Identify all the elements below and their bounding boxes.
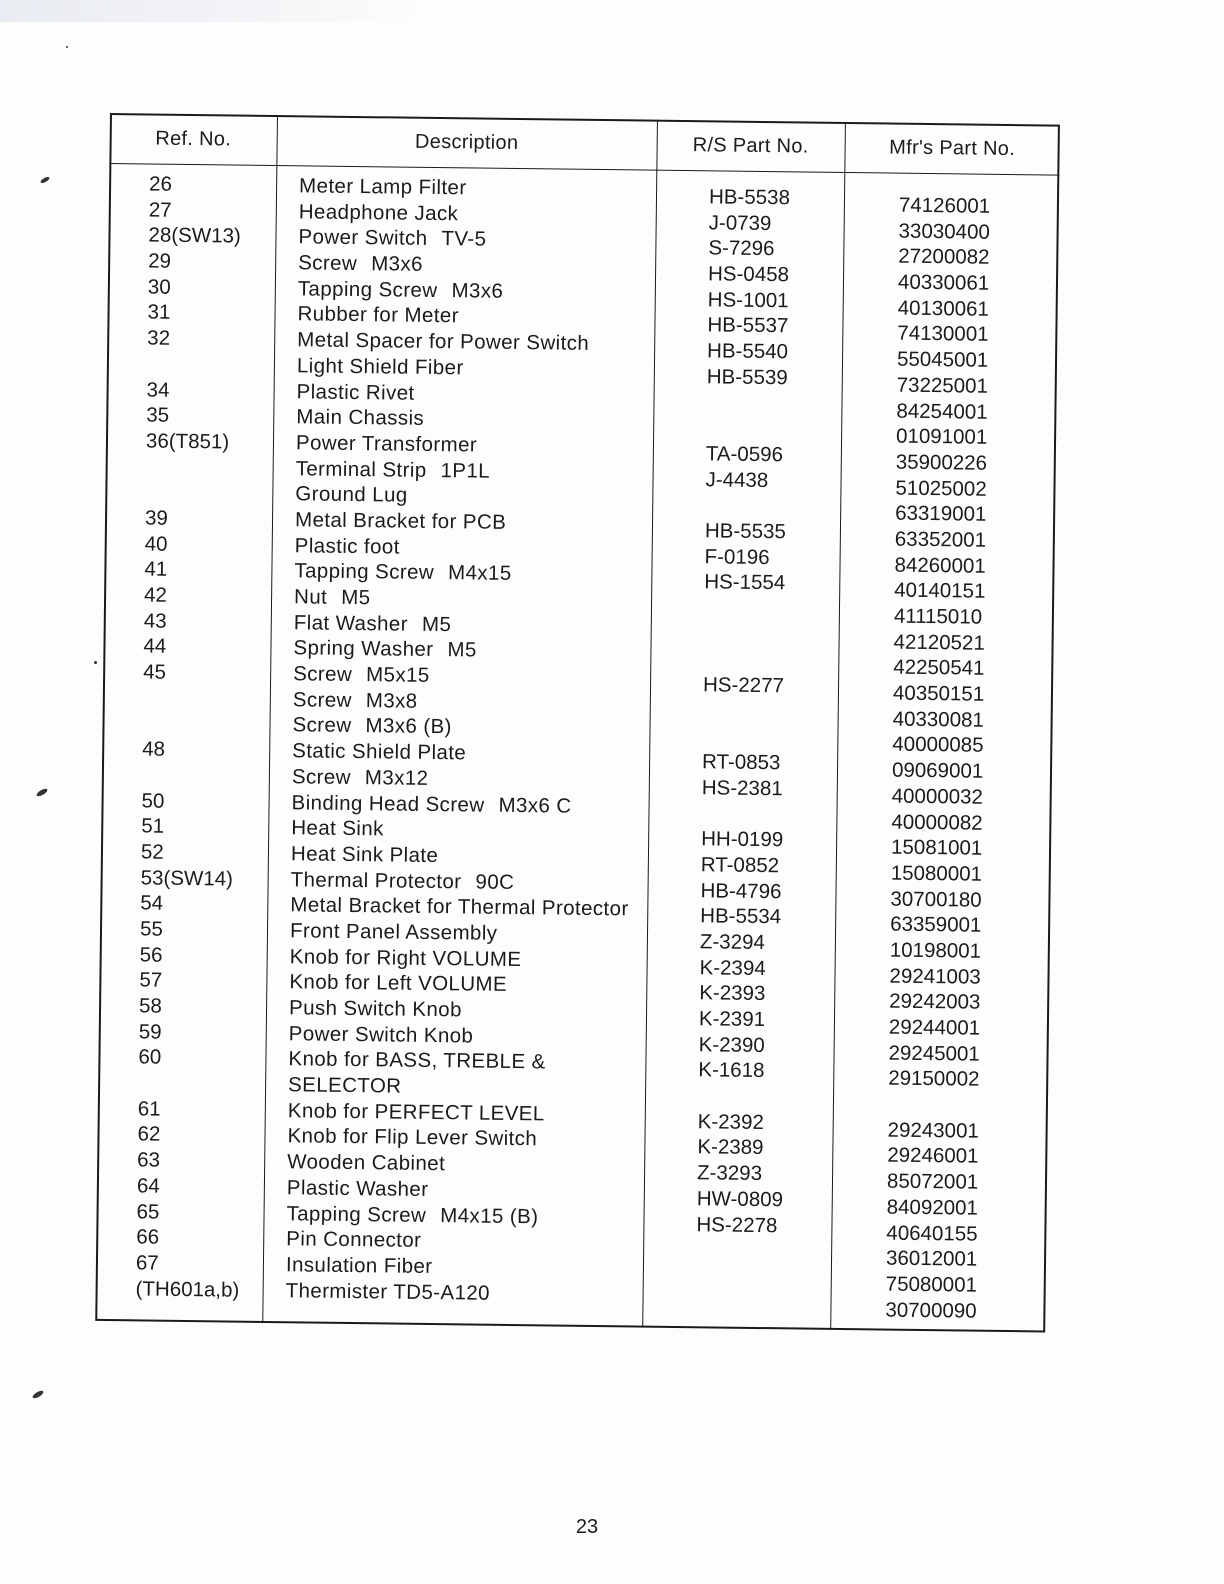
rs-part-no-cell	[704, 621, 791, 648]
part-name: Screw	[291, 765, 352, 789]
part-name: Light Shield Fiber	[296, 354, 464, 380]
header-description: Description	[414, 130, 519, 154]
part-name: Knob for PERFECT LEVEL	[287, 1098, 545, 1126]
mfr-part-no-cell: 29150002	[888, 1066, 980, 1092]
description-cell	[292, 764, 631, 794]
description-cell	[289, 995, 628, 1025]
ref-no-cell: 26	[148, 172, 173, 196]
rs-part-no-cell: HS-1001	[707, 288, 789, 313]
description-cell	[293, 661, 632, 691]
ref-no-cell: (TH601a,b)	[135, 1276, 240, 1302]
description-cell	[298, 250, 637, 280]
part-spec: M4x15	[447, 561, 512, 586]
part-name: Insulation Fiber	[285, 1253, 433, 1278]
description-cell	[291, 815, 630, 845]
part-name: Thermister TD5-A120	[285, 1278, 491, 1305]
mfr-part-no-cell: 40000085	[892, 733, 984, 758]
part-spec: M5	[341, 585, 371, 610]
mfr-part-no-cell: 36012001	[885, 1246, 978, 1271]
mfr-part-no-cell: 73225001	[896, 373, 989, 398]
rs-part-no-cell: K-2393	[699, 981, 766, 1006]
part-name: Knob for BASS, TREBLE &	[288, 1047, 546, 1074]
ref-no-cell: 66	[136, 1225, 160, 1249]
part-name: Plastic Washer	[286, 1176, 429, 1201]
rs-part-no-cell: HW-0809	[696, 1187, 784, 1212]
part-spec: M3x6	[371, 252, 424, 276]
mfr-part-no-cell: 29243001	[887, 1118, 979, 1143]
ref-no-cell: 40	[144, 532, 168, 556]
description-cell	[291, 841, 630, 871]
ref-no-column	[135, 171, 252, 1302]
header-mfr-part-no: Mfr's Part No.	[889, 136, 1016, 160]
mfr-part-no-cell: 29244001	[888, 1015, 981, 1040]
rs-part-no-cell: F-0196	[704, 544, 770, 569]
ref-no-cell: 65	[136, 1199, 160, 1224]
ref-no-cell: 45	[143, 660, 167, 684]
ref-no-cell	[138, 1070, 242, 1097]
rs-part-no-cell: J-4438	[705, 467, 769, 492]
ref-no-cell: 54	[140, 891, 164, 915]
rs-part-no-cell: HS-2277	[702, 673, 785, 698]
mfr-part-no-cell: 84260001	[894, 553, 986, 578]
rs-part-no-cell: HB-4796	[700, 878, 782, 903]
description-cell	[290, 918, 629, 948]
part-name: Terminal Strip	[295, 456, 427, 482]
rs-part-no-cell: J-0739	[708, 211, 772, 235]
rs-part-no-cell	[698, 1083, 785, 1110]
part-name: Metal Spacer for Power Switch	[297, 328, 590, 355]
description-cell	[295, 507, 634, 537]
part-name: Ground Lug	[295, 482, 408, 507]
rs-part-no-cell: Z-3293	[696, 1161, 763, 1186]
ref-no-cell: 57	[139, 968, 163, 993]
ref-no-cell: 39	[144, 506, 169, 530]
description-cell	[287, 1175, 626, 1205]
ref-no-cell	[142, 762, 246, 789]
ref-no-cell: 36(T851)	[145, 429, 230, 454]
rs-part-no-cell: HB-5535	[704, 519, 786, 544]
rs-part-no-cell: HS-2278	[696, 1212, 778, 1237]
part-name: SELECTOR	[288, 1073, 402, 1098]
rs-part-no-cell: K-2392	[697, 1110, 764, 1134]
part-name: Front Panel Assembly	[289, 919, 498, 945]
part-spec: TV-5	[441, 227, 487, 251]
part-spec: 90C	[475, 870, 515, 894]
ref-no-cell: 35	[146, 403, 170, 427]
part-name: Tapping Screw	[286, 1201, 427, 1227]
part-name: Power Switch Knob	[288, 1021, 474, 1048]
ref-no-cell: 27	[148, 198, 172, 222]
part-spec: M3x6	[451, 278, 504, 303]
description-cell	[290, 893, 629, 923]
header-rs-part-no: R/S Part No.	[692, 133, 809, 158]
part-name: Screw	[292, 688, 352, 712]
scan-speck	[32, 1389, 45, 1399]
rs-part-no-column	[696, 184, 795, 1238]
rs-part-no-cell: Z-3294	[699, 930, 766, 954]
description-cell	[294, 584, 633, 614]
ref-no-cell	[142, 711, 246, 738]
mfr-part-no-cell: 15081001	[890, 835, 983, 860]
ref-no-cell: 59	[138, 1020, 162, 1044]
ref-no-cell: 60	[138, 1045, 162, 1070]
part-name: Knob for Flip Lever Switch	[287, 1124, 538, 1151]
mfr-part-no-cell: 55045001	[896, 347, 989, 372]
mfr-part-no-cell: 29242003	[889, 989, 981, 1015]
description-cell	[297, 353, 636, 383]
parts-list-table	[95, 113, 1060, 1333]
scan-edge-shade	[0, 0, 420, 22]
part-name: Metal Bracket for PCB	[294, 508, 507, 534]
part-name: Main Chassis	[296, 405, 425, 431]
rs-part-no-cell: TA-0596	[705, 442, 784, 467]
description-cell	[288, 1072, 627, 1102]
rs-part-no-cell: K-2391	[698, 1007, 766, 1032]
description-cell	[296, 404, 635, 434]
rs-part-no-cell: RT-0852	[700, 853, 780, 878]
rs-part-no-cell	[706, 390, 793, 417]
part-name: Power Transformer	[295, 431, 478, 457]
mfr-part-no-cell: 09069001	[891, 758, 984, 783]
part-name: Thermal Protector	[290, 867, 462, 893]
ref-no-cell: 63	[137, 1148, 161, 1172]
rs-part-no-cell: K-1618	[698, 1058, 765, 1083]
mfr-part-no-cell: 40130061	[897, 296, 990, 321]
mfr-part-no-cell: 84092001	[886, 1195, 979, 1220]
part-name: Screw	[292, 713, 352, 738]
ref-no-cell: 58	[138, 994, 163, 1018]
mfr-part-no-cell: 40350151	[892, 681, 985, 706]
part-name: Screw	[298, 251, 358, 276]
part-name: Screw	[293, 662, 353, 687]
part-spec: M5x15	[365, 663, 430, 688]
mfr-part-no-cell: 35900226	[895, 450, 988, 475]
mfr-part-no-cell: 74130001	[897, 322, 989, 347]
mfr-part-no-cell: 42120521	[893, 630, 985, 655]
part-spec: 1P1L	[440, 458, 491, 483]
ref-no-cell: 50	[141, 788, 165, 813]
ref-no-cell: 31	[147, 300, 171, 325]
mfr-part-no-cell: 84254001	[896, 399, 988, 424]
ref-no-cell: 56	[139, 943, 163, 967]
mfr-part-no-cell: 30700180	[890, 887, 982, 912]
rs-part-no-cell	[703, 647, 790, 674]
description-cell	[285, 1278, 624, 1308]
ref-no-cell: 64	[136, 1174, 160, 1198]
ref-no-cell: 28(SW13)	[148, 223, 241, 248]
mfr-part-no-cell: 74126001	[898, 193, 991, 218]
rs-part-no-cell: HB-5539	[706, 365, 788, 390]
mfr-part-no-cell: 63319001	[895, 501, 987, 526]
description-cell	[296, 430, 635, 460]
mfr-part-no-cell: 27200082	[898, 245, 990, 270]
part-name: Metal Bracket for Thermal Protector	[290, 893, 629, 921]
part-name: Headphone Jack	[298, 200, 459, 225]
part-name: Nut	[293, 585, 328, 609]
mfr-part-no-cell: 42250541	[893, 655, 985, 681]
rs-part-no-cell: HS-0458	[707, 262, 790, 287]
ref-no-cell: 32	[147, 326, 171, 350]
part-spec: M5	[447, 638, 477, 662]
part-name: Pin Connector	[286, 1227, 422, 1253]
rs-part-no-cell	[706, 415, 793, 442]
description-cell	[286, 1226, 625, 1256]
ref-no-cell: 52	[140, 840, 164, 864]
mfr-part-no-cell: 41115010	[893, 604, 983, 629]
part-name: Knob for Right VOLUME	[289, 944, 522, 971]
part-name: Heat Sink Plate	[290, 842, 439, 867]
mfr-part-no-column	[885, 193, 990, 1324]
part-name: Tapping Screw	[297, 277, 438, 302]
ref-no-cell: 55	[139, 917, 163, 941]
part-spec: M3x6 C	[498, 793, 572, 818]
ref-no-cell: 29	[148, 249, 172, 273]
mfr-part-no-cell: 85072001	[886, 1169, 979, 1194]
ref-no-cell: 48	[142, 737, 166, 761]
ref-no-cell: 30	[147, 275, 171, 299]
ref-no-cell	[143, 685, 247, 712]
mfr-part-no-cell: 63352001	[894, 527, 987, 552]
mfr-part-no-cell: 29245001	[888, 1041, 980, 1066]
scan-speck	[66, 46, 68, 48]
mfr-part-no-cell: 63359001	[890, 912, 982, 937]
description-cell	[297, 327, 636, 357]
rs-part-no-cell: RT-0853	[701, 750, 781, 775]
mfr-part-no-cell: 75080001	[885, 1272, 978, 1297]
part-name: Wooden Cabinet	[287, 1150, 446, 1176]
rs-part-no-cell: HB-5538	[708, 185, 791, 210]
ref-no-cell: 62	[137, 1122, 161, 1147]
ref-no-cell	[146, 454, 250, 481]
mfr-part-no-cell: 51025002	[895, 476, 987, 501]
mfr-part-no-cell: 40330081	[892, 707, 985, 732]
part-name: Spring Washer	[293, 636, 434, 662]
ref-no-cell: 42	[143, 583, 168, 607]
header-ref-no: Ref. No.	[155, 127, 232, 150]
mfr-part-no-cell: 40140151	[894, 578, 986, 604]
description-cell	[286, 1252, 625, 1282]
ref-no-cell: 67	[135, 1251, 159, 1275]
page-number: 23	[575, 1516, 599, 1538]
part-name: Binding Head Screw	[291, 790, 485, 817]
part-name: Push Switch Knob	[288, 996, 462, 1022]
ref-no-cell: 43	[143, 609, 167, 633]
mfr-part-no-cell: 40000032	[891, 784, 984, 809]
rs-part-no-cell: HS-2381	[701, 776, 783, 801]
part-name: Power Switch	[298, 225, 428, 251]
part-spec: M3x6 (B)	[365, 714, 452, 739]
part-name: Heat Sink	[291, 816, 384, 841]
rs-part-no-cell	[704, 595, 791, 622]
ref-no-cell: 61	[137, 1097, 161, 1121]
scan-speck	[36, 787, 49, 797]
part-name: Plastic foot	[294, 533, 400, 559]
ref-no-cell	[147, 351, 251, 378]
part-name: Plastic Rivet	[296, 379, 415, 405]
scan-speck	[40, 176, 51, 184]
ref-no-cell: 53(SW14)	[140, 865, 234, 891]
description-cell	[287, 1149, 626, 1179]
mfr-part-no-cell	[888, 1092, 980, 1119]
rs-part-no-cell: HS-1554	[704, 570, 786, 595]
description-cell	[295, 482, 634, 512]
description-column	[285, 173, 637, 1307]
part-name: Knob for Left VOLUME	[289, 970, 508, 997]
part-spec: M4x15 (B)	[440, 1203, 539, 1228]
part-name: Flat Washer	[293, 610, 409, 636]
rs-part-no-cell: HB-5534	[700, 904, 782, 929]
mfr-part-no-cell: 29246001	[887, 1144, 979, 1169]
rs-part-no-cell	[702, 724, 789, 751]
part-name: Tapping Screw	[294, 559, 435, 585]
mfr-part-no-cell: 10198001	[889, 938, 982, 963]
description-cell	[299, 173, 638, 203]
ref-no-cell	[145, 480, 249, 507]
scan-speck	[94, 661, 97, 664]
ref-no-cell: 41	[144, 557, 168, 582]
rs-part-no-cell: K-2389	[697, 1135, 764, 1160]
part-spec: M5	[421, 612, 452, 636]
rs-part-no-cell: HB-5537	[707, 313, 789, 338]
ref-no-cell: 44	[143, 634, 167, 659]
rs-part-no-cell	[703, 698, 790, 725]
part-name: Static Shield Plate	[292, 739, 467, 765]
mfr-part-no-cell: 40640155	[886, 1221, 978, 1246]
mfr-part-no-cell: 33030400	[898, 219, 990, 244]
mfr-part-no-cell: 01091001	[895, 424, 988, 449]
description-cell	[292, 738, 631, 768]
part-name: Rubber for Meter	[297, 302, 460, 328]
part-spec: M3x12	[364, 765, 429, 790]
mfr-part-no-cell: 15080001	[890, 861, 983, 886]
part-name: Meter Lamp Filter	[298, 174, 467, 200]
rs-part-no-cell: HB-5540	[706, 339, 789, 364]
part-spec: M3x8	[365, 688, 418, 713]
mfr-part-no-cell: 30700090	[885, 1298, 977, 1323]
rs-part-no-cell	[705, 493, 792, 520]
rs-part-no-cell: S-7296	[708, 236, 775, 261]
rs-part-no-cell: K-2394	[699, 955, 766, 980]
mfr-part-no-cell: 40330061	[897, 270, 990, 295]
mfr-part-no-cell: 29241003	[889, 964, 981, 989]
rs-part-no-cell	[701, 801, 788, 828]
ref-no-cell: 51	[141, 814, 165, 838]
mfr-part-no-cell: 40000082	[891, 810, 983, 835]
rs-part-no-cell: K-2390	[698, 1032, 765, 1057]
rs-part-no-cell: HH-0199	[701, 827, 784, 852]
ref-no-cell: 34	[146, 377, 170, 402]
